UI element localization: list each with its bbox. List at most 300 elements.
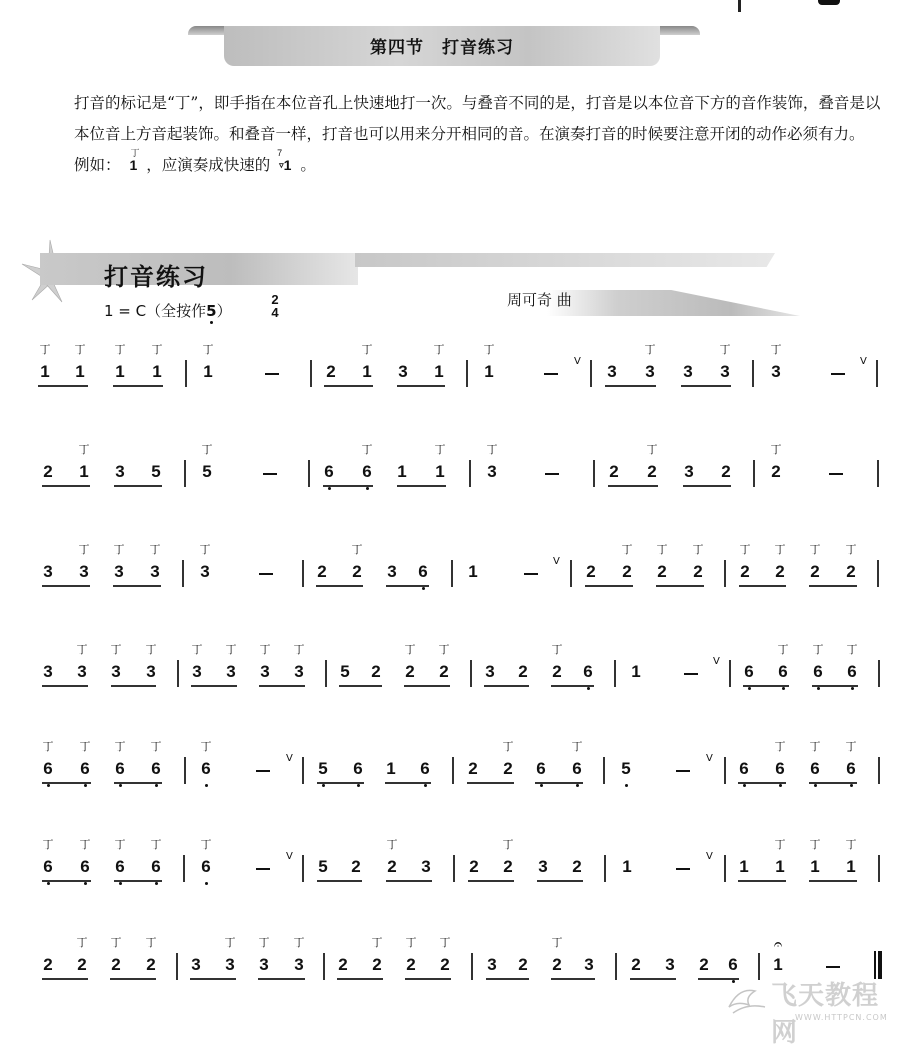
- barline: [310, 360, 312, 387]
- section-title: 第四节 打音练习: [370, 38, 514, 58]
- grace-note: 7: [277, 148, 283, 158]
- barline: [878, 757, 880, 784]
- barline: [614, 660, 616, 687]
- page-edge-mark: [738, 0, 741, 12]
- underline-beam: [405, 978, 451, 980]
- score-line: [0, 835, 915, 895]
- da-mark: 丁: [76, 936, 88, 949]
- note: 2: [326, 362, 336, 381]
- da-mark: 丁: [225, 643, 237, 656]
- note: 3: [111, 662, 121, 681]
- da-mark: 丁: [202, 343, 214, 356]
- barline: [590, 360, 592, 387]
- note: 2: [657, 562, 667, 581]
- da-mark: 丁: [809, 838, 821, 851]
- note: 1: [775, 857, 785, 876]
- barline: [185, 360, 187, 387]
- note: 2: [771, 462, 781, 481]
- barline: [877, 460, 879, 487]
- fermata-icon: 𝄐: [773, 935, 783, 953]
- note-value: 1: [283, 157, 292, 173]
- da-mark: 丁: [151, 343, 163, 356]
- da-mark: 丁: [79, 838, 91, 851]
- underline-beam: [812, 685, 858, 687]
- da-mark: 丁: [571, 740, 583, 753]
- barline: [615, 953, 617, 980]
- underline-beam: [38, 385, 88, 387]
- sustain-dash: [544, 373, 558, 375]
- da-mark: 丁: [692, 543, 704, 556]
- note: 3: [538, 857, 548, 876]
- note-low-octave: 6: [416, 562, 430, 582]
- barline: [724, 757, 726, 784]
- note: 5: [340, 662, 350, 681]
- note: 3: [584, 955, 594, 974]
- underline-beam: [190, 978, 236, 980]
- note: 2: [406, 955, 416, 974]
- watermark: [725, 975, 905, 1048]
- note-low-octave: 6: [811, 662, 825, 682]
- da-mark: 丁: [258, 936, 270, 949]
- underline-beam: [317, 782, 364, 784]
- underline-beam: [324, 385, 373, 387]
- note: 3: [79, 562, 89, 581]
- da-mark: 丁: [621, 543, 633, 556]
- note: 3: [115, 462, 125, 481]
- note-low-octave: 6: [776, 662, 790, 682]
- watermark-url: WWW.HTTPCN.COM: [795, 1013, 888, 1022]
- note: 3: [150, 562, 160, 581]
- sustain-dash: [545, 473, 559, 475]
- example-grace-note: [279, 150, 291, 181]
- note: 2: [77, 955, 87, 974]
- underline-beam: [317, 880, 362, 882]
- score-line: [0, 540, 915, 600]
- note-low-octave: 6: [742, 662, 756, 682]
- note: 2: [518, 955, 528, 974]
- underline-beam: [337, 978, 383, 980]
- da-mark: 丁: [113, 543, 125, 556]
- note: 5: [318, 857, 328, 876]
- barline: [302, 757, 304, 784]
- barline: [604, 855, 606, 882]
- underline-beam: [259, 685, 305, 687]
- note-low-octave: 6: [199, 759, 213, 779]
- note: 3: [226, 662, 236, 681]
- note-low-octave: 6: [41, 857, 55, 877]
- da-mark: 丁: [79, 740, 91, 753]
- underline-beam: [486, 978, 529, 980]
- underline-beam: [608, 485, 658, 487]
- barline: [876, 360, 878, 387]
- da-mark: 丁: [200, 838, 212, 851]
- note: 3: [191, 955, 201, 974]
- note: 3: [683, 362, 693, 381]
- underline-beam: [551, 685, 594, 687]
- underline-beam: [484, 685, 529, 687]
- breath-mark-icon: V: [706, 753, 713, 764]
- note: 1: [115, 362, 125, 381]
- da-mark: 丁: [502, 740, 514, 753]
- da-mark: 丁: [551, 936, 563, 949]
- note-low-octave: 6: [726, 955, 740, 975]
- underline-beam: [386, 585, 429, 587]
- example-prefix: 例如：: [74, 156, 121, 174]
- note: 3: [771, 362, 781, 381]
- da-mark: 丁: [774, 838, 786, 851]
- sustain-dash: [256, 770, 270, 772]
- barline: [308, 460, 310, 487]
- note: 2: [699, 955, 709, 974]
- underline-beam: [738, 782, 786, 784]
- underline-beam: [681, 385, 731, 387]
- note: 2: [518, 662, 528, 681]
- underline-beam: [42, 585, 90, 587]
- note: 1: [152, 362, 162, 381]
- note-low-octave: 5: [619, 759, 633, 779]
- sustain-dash: [524, 573, 538, 575]
- note: 2: [352, 562, 362, 581]
- note-low-octave: 6: [808, 759, 822, 779]
- time-top: 2: [271, 292, 279, 307]
- da-mark: 丁: [502, 838, 514, 851]
- underline-beam: [397, 385, 445, 387]
- note: 2: [351, 857, 361, 876]
- note: 3: [225, 955, 235, 974]
- note: 1: [810, 857, 820, 876]
- da-mark: 丁: [656, 543, 668, 556]
- score-line: [0, 737, 915, 797]
- barline: [753, 460, 755, 487]
- sustain-dash: [676, 868, 690, 870]
- da-mark: 丁: [149, 543, 161, 556]
- da-mark: 丁: [42, 740, 54, 753]
- underline-beam: [537, 880, 583, 882]
- example-note: [129, 148, 140, 181]
- note: 2: [586, 562, 596, 581]
- da-mark: 丁: [361, 443, 373, 456]
- barline: [302, 855, 304, 882]
- da-mark: 丁: [646, 443, 658, 456]
- score-line: [0, 340, 915, 400]
- sustain-dash: [826, 966, 840, 968]
- underline-beam: [385, 782, 431, 784]
- note-low-octave: 6: [78, 857, 92, 877]
- note: 3: [387, 562, 397, 581]
- note: 1: [739, 857, 749, 876]
- note: 1: [79, 462, 89, 481]
- underline-beam: [809, 880, 857, 882]
- note-low-octave: 6: [113, 759, 127, 779]
- note-low-octave: 6: [581, 662, 595, 682]
- note: 2: [338, 955, 348, 974]
- barline: [752, 360, 754, 387]
- da-mark: 丁: [259, 643, 271, 656]
- breath-mark-icon: V: [706, 851, 713, 862]
- note: 1: [631, 662, 641, 681]
- barline: [183, 855, 185, 882]
- underline-beam: [42, 782, 91, 784]
- underline-beam: [683, 485, 731, 487]
- da-mark: 丁: [199, 543, 211, 556]
- note: 2: [503, 759, 513, 778]
- underline-beam: [535, 782, 583, 784]
- barline: [466, 360, 468, 387]
- time-bottom: 4: [271, 305, 279, 320]
- note-low-octave: 6: [844, 759, 858, 779]
- song-banner-stripe: [355, 253, 775, 267]
- underline-beam: [404, 685, 450, 687]
- da-mark: 丁: [438, 643, 450, 656]
- barline: [724, 855, 726, 882]
- sustain-dash: [676, 770, 690, 772]
- underline-beam: [630, 978, 676, 980]
- da-mark: 丁: [201, 443, 213, 456]
- page-edge-mark: [818, 0, 840, 5]
- sustain-dash: [259, 573, 273, 575]
- note: 2: [439, 662, 449, 681]
- note-low-octave: 6: [570, 759, 584, 779]
- underline-beam: [551, 978, 595, 980]
- note: 3: [259, 955, 269, 974]
- da-mark: 丁: [293, 936, 305, 949]
- barline: [177, 660, 179, 687]
- da-mark: 丁: [809, 543, 821, 556]
- watermark-logo-icon: [725, 977, 775, 1017]
- da-mark: 丁: [110, 643, 122, 656]
- note: 3: [421, 857, 431, 876]
- score-line: [0, 440, 915, 500]
- note: 3: [607, 362, 617, 381]
- note-low-octave: 6: [322, 462, 336, 482]
- da-mark: 丁: [809, 740, 821, 753]
- barline: [878, 855, 880, 882]
- da-mark: 丁: [770, 343, 782, 356]
- note: 2: [317, 562, 327, 581]
- note: 3: [43, 662, 53, 681]
- note: 2: [440, 955, 450, 974]
- note-low-octave: 6: [149, 857, 163, 877]
- note: 1: [773, 955, 783, 974]
- note: 1: [397, 462, 407, 481]
- underline-beam: [111, 685, 156, 687]
- da-mark: 丁: [114, 343, 126, 356]
- da-mark: 丁: [361, 343, 373, 356]
- da-mark: 丁: [200, 740, 212, 753]
- underline-beam: [585, 585, 633, 587]
- underline-beam: [467, 782, 514, 784]
- underline-beam: [113, 585, 161, 587]
- note: 1: [435, 462, 445, 481]
- breath-mark-icon: V: [713, 656, 720, 667]
- da-mark: 丁: [845, 740, 857, 753]
- note-low-octave: 6: [418, 759, 432, 779]
- note: 2: [609, 462, 619, 481]
- da-mark: 丁: [404, 643, 416, 656]
- breath-mark-icon: V: [553, 556, 560, 567]
- underline-beam: [114, 880, 162, 882]
- da-mark: 丁: [719, 343, 731, 356]
- note: 3: [487, 955, 497, 974]
- underline-beam: [468, 880, 514, 882]
- note-low-octave: 6: [149, 759, 163, 779]
- note: 3: [192, 662, 202, 681]
- da-mark: 丁: [39, 343, 51, 356]
- barline: [453, 855, 455, 882]
- note: 3: [720, 362, 730, 381]
- underline-beam: [386, 880, 432, 882]
- note: 3: [260, 662, 270, 681]
- note: 2: [146, 955, 156, 974]
- underline-beam: [316, 585, 363, 587]
- barline: [593, 460, 595, 487]
- note: 2: [111, 955, 121, 974]
- note-low-octave: 5: [316, 759, 330, 779]
- da-mark: 丁: [551, 643, 563, 656]
- underline-beam: [743, 685, 789, 687]
- underline-beam: [110, 978, 156, 980]
- underline-beam: [323, 485, 373, 487]
- note: 5: [202, 462, 212, 481]
- da-mark: 丁: [405, 936, 417, 949]
- da-mark: 丁: [110, 936, 122, 949]
- underline-beam: [809, 782, 857, 784]
- da-mark: 丁: [150, 740, 162, 753]
- note: 2: [846, 562, 856, 581]
- da-mark: 丁: [486, 443, 498, 456]
- underline-beam: [113, 385, 163, 387]
- da-mark: 丁: [42, 838, 54, 851]
- da-mark: 丁: [78, 543, 90, 556]
- barline: [302, 560, 304, 587]
- sustain-dash: [829, 473, 843, 475]
- key-prefix: 1 = C（全按作: [104, 302, 207, 320]
- underline-beam: [397, 485, 446, 487]
- note: 2: [622, 562, 632, 581]
- sustain-dash: [265, 373, 279, 375]
- note: 3: [665, 955, 675, 974]
- barline: [451, 560, 453, 587]
- underline-beam: [114, 485, 162, 487]
- da-mark: 丁: [739, 543, 751, 556]
- note: 2: [387, 857, 397, 876]
- da-mark: 丁: [114, 740, 126, 753]
- note: 3: [684, 462, 694, 481]
- note: 2: [372, 955, 382, 974]
- da-mark: 丁: [145, 936, 157, 949]
- note-low-octave: 6: [534, 759, 548, 779]
- note: 3: [114, 562, 124, 581]
- da-mark: 丁: [434, 443, 446, 456]
- da-mark: 丁: [774, 543, 786, 556]
- example-end: 。: [300, 156, 316, 174]
- da-mark: 丁: [770, 443, 782, 456]
- sustain-dash: [831, 373, 845, 375]
- note-value: 1: [129, 157, 138, 173]
- barline: [570, 560, 572, 587]
- note-low-octave: 6: [41, 759, 55, 779]
- note: 2: [740, 562, 750, 581]
- da-mark: 丁: [145, 643, 157, 656]
- da-mark: 丁: [130, 148, 140, 158]
- breath-mark-icon: V: [574, 356, 581, 367]
- barline: [184, 460, 186, 487]
- barline: [182, 560, 184, 587]
- note: 3: [294, 955, 304, 974]
- da-mark: 丁: [777, 643, 789, 656]
- sustain-dash: [256, 868, 270, 870]
- barline: [878, 660, 880, 687]
- barline: [323, 953, 325, 980]
- note: 1: [362, 362, 372, 381]
- example-mid: ，应演奏成快速的: [146, 156, 271, 174]
- da-mark: 丁: [74, 343, 86, 356]
- note: 1: [434, 362, 444, 381]
- sustain-dash: [684, 673, 698, 675]
- example-line: [44, 150, 894, 181]
- note: 3: [485, 662, 495, 681]
- time-signature: [268, 293, 282, 319]
- note-low-octave: 6: [845, 662, 859, 682]
- da-mark: 丁: [386, 838, 398, 851]
- note: 2: [552, 955, 562, 974]
- da-mark: 丁: [191, 643, 203, 656]
- da-mark: 丁: [371, 936, 383, 949]
- barline: [603, 757, 605, 784]
- barline: [325, 660, 327, 687]
- underline-beam: [42, 880, 91, 882]
- underline-beam: [339, 685, 382, 687]
- note: 1: [622, 857, 632, 876]
- barline: [176, 953, 178, 980]
- underline-beam: [656, 585, 704, 587]
- note-low-octave: 6: [199, 857, 213, 877]
- note: 2: [371, 662, 381, 681]
- song-title: 打音练习: [104, 262, 208, 291]
- note: 1: [484, 362, 494, 381]
- score-line: [0, 640, 915, 700]
- da-mark: 丁: [774, 740, 786, 753]
- barline: [471, 953, 473, 980]
- note: 1: [846, 857, 856, 876]
- barline: [470, 660, 472, 687]
- da-mark: 丁: [293, 643, 305, 656]
- note: 1: [386, 759, 396, 778]
- underline-beam: [605, 385, 656, 387]
- note: 2: [810, 562, 820, 581]
- note: 2: [468, 759, 478, 778]
- da-mark: 丁: [845, 543, 857, 556]
- note: 2: [469, 857, 479, 876]
- note: 1: [203, 362, 213, 381]
- note-low-octave: 6: [78, 759, 92, 779]
- note: 3: [146, 662, 156, 681]
- note: 2: [572, 857, 582, 876]
- key-note: 5: [206, 302, 217, 320]
- da-mark: 丁: [483, 343, 495, 356]
- note: 2: [43, 462, 53, 481]
- underline-beam: [42, 685, 88, 687]
- underline-beam: [809, 585, 857, 587]
- breath-mark-icon: V: [860, 356, 867, 367]
- grace-hook-icon: ▿: [279, 160, 284, 170]
- note-low-octave: 6: [737, 759, 751, 779]
- barline: [469, 460, 471, 487]
- underline-beam: [114, 782, 162, 784]
- da-mark: 丁: [439, 936, 451, 949]
- note: 2: [43, 955, 53, 974]
- da-mark: 丁: [114, 838, 126, 851]
